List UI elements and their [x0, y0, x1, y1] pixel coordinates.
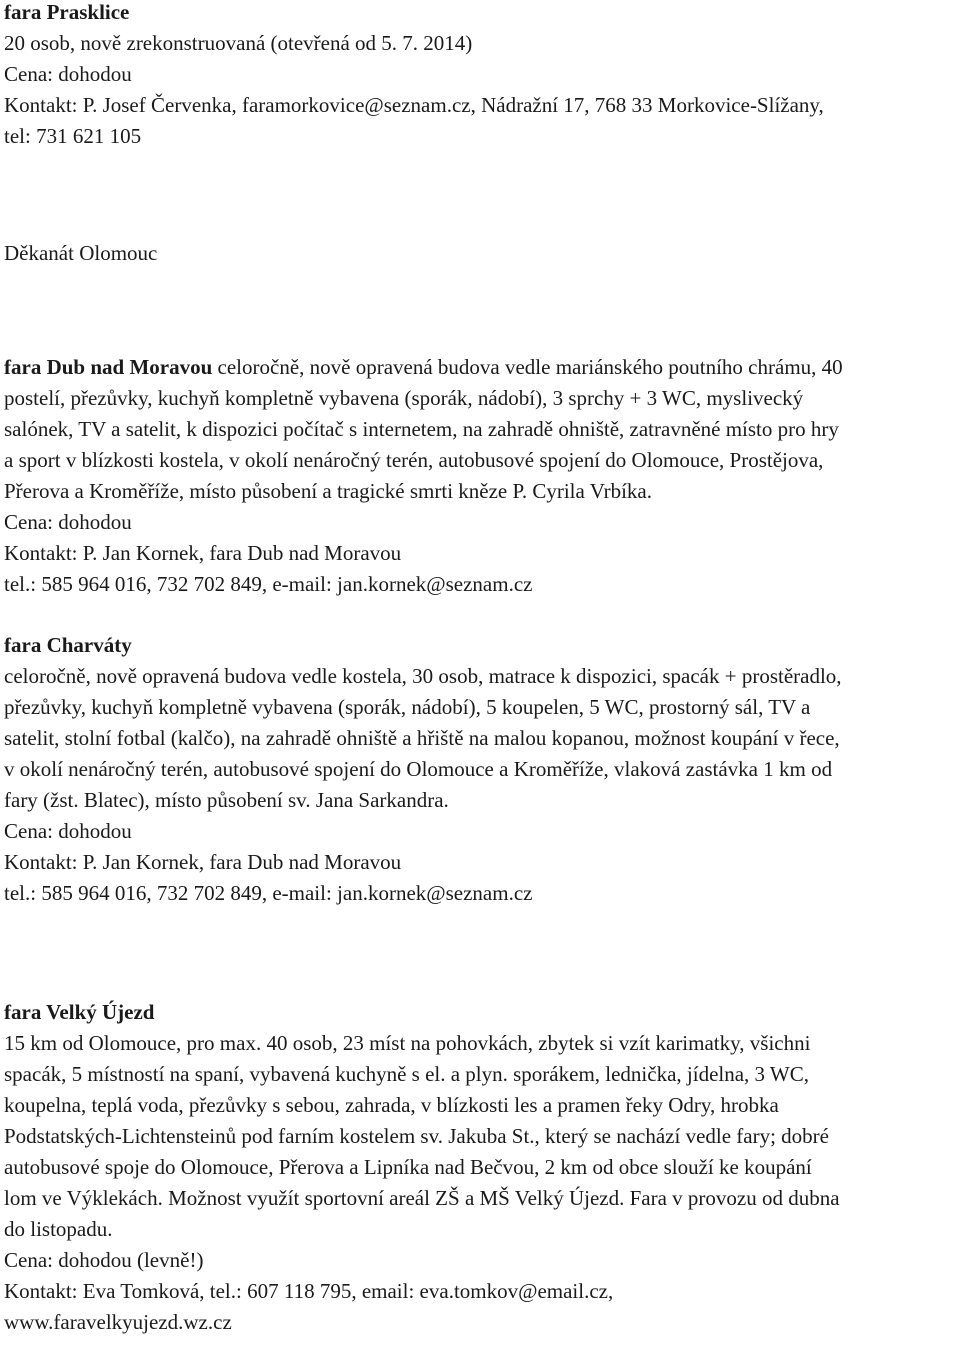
- entry-description: v okolí nenáročný terén, autobusové spojení do Olomouce a Kroměříže, vlaková zastávka 1 km od: [4, 757, 833, 781]
- entry-price: Cena: dohodou: [4, 819, 132, 843]
- entry-description: a sport v blízkosti kostela, v okolí nenáročný terén, autobusové spojení do Olomouce, Prostějova,: [4, 448, 824, 472]
- entry-contact: Kontakt: Eva Tomková, tel.: 607 118 795, email: eva.tomkov@email.cz,: [4, 1279, 614, 1303]
- entry-price: Cena: dohodou: [4, 510, 132, 534]
- entry-contact: Kontakt: P. Jan Kornek, fara Dub nad Moravou: [4, 541, 402, 565]
- entry-description: lom ve Výklekách. Možnost využít sportovní areál ZŠ a MŠ Velký Újezd. Fara v provozu od dubna: [4, 1186, 840, 1210]
- spacer: [4, 269, 958, 352]
- spacer: [4, 909, 958, 997]
- entry-prasklice: [4, 0, 958, 152]
- entry-title: fara Velký Újezd: [4, 1000, 155, 1024]
- spacer: [4, 600, 958, 630]
- entry-tel: tel: 731 621 105: [4, 124, 142, 148]
- entry-description: Přerova a Kroměříže, místo působení a tragické smrti kněze P. Cyrila Vrbíka.: [4, 479, 653, 503]
- entry-tel: tel.: 585 964 016, 732 702 849, e-mail: jan.kornek@seznam.cz: [4, 881, 533, 905]
- entry-description: satelit, stolní fotbal (kalčo), na zahradě ohniště a hřiště na malou kopanou, možnost koupání v řece,: [4, 726, 840, 750]
- entry-description: spacák, 5 místností na spaní, vybavená kuchyně s el. a plyn. sporákem, lednička, jídelna, 3 WC,: [4, 1062, 810, 1086]
- entry-title: fara Prasklice: [4, 0, 130, 24]
- entry-description: fary (žst. Blatec), místo působení sv. Jana Sarkandra.: [4, 788, 449, 812]
- entry-description: přezůvky, kuchyň kompletně vybavena (sporák, nádobí), 5 koupelen, 5 WC, prostorný sál, TV a: [4, 695, 811, 719]
- entry-dub: [4, 352, 958, 600]
- entry-description: koupelna, teplá voda, přezůvky s sebou, zahrada, v blízkosti les a pramen řeky Odry, hrobka: [4, 1093, 779, 1117]
- entry-velky-ujezd: [4, 997, 958, 1338]
- entry-description: celoročně, nově opravená budova vedle mariánského poutního chrámu, 40: [212, 355, 843, 379]
- entry-website: www.faravelkyujezd.wz.cz: [4, 1310, 232, 1334]
- entry-description: 20 osob, nově zrekonstruovaná (otevřená od 5. 7. 2014): [4, 31, 473, 55]
- entry-charvaty: [4, 630, 958, 909]
- entry-title: fara Dub nad Moravou: [4, 355, 213, 379]
- entry-tel: tel.: 585 964 016, 732 702 849, e-mail: jan.kornek@seznam.cz: [4, 572, 533, 596]
- spacer: [4, 152, 958, 238]
- entry-description: celoročně, nově opravená budova vedle kostela, 30 osob, matrace k dispozici, spacák + prostěradlo,: [4, 664, 842, 688]
- entry-description: Podstatských-Lichtensteinů pod farním kostelem sv. Jakuba St., který se nachází vedle fary; dobré: [4, 1124, 829, 1148]
- entry-first-line: [4, 352, 958, 383]
- entry-description: 15 km od Olomouce, pro max. 40 osob, 23 míst na pohovkách, zbytek si vzít karimatky, všichni: [4, 1031, 811, 1055]
- entry-description: autobusové spoje do Olomouce, Přerova a Lipníka nad Bečvou, 2 km od obce slouží ke koupání: [4, 1155, 812, 1179]
- deanery-heading: Děkanát Olomouc: [4, 241, 158, 265]
- entry-price: Cena: dohodou: [4, 62, 132, 86]
- entry-description: postelí, přezůvky, kuchyň kompletně vybavena (sporák, nádobí), 3 sprchy + 3 WC, myslivecký: [4, 386, 804, 410]
- entry-price: Cena: dohodou (levně!): [4, 1248, 204, 1272]
- entry-contact: Kontakt: P. Jan Kornek, fara Dub nad Moravou: [4, 850, 402, 874]
- entry-description: salónek, TV a satelit, k dispozici počítač s internetem, na zahradě ohniště, zatravněné místo pro hry: [4, 417, 839, 441]
- entry-contact: Kontakt: P. Josef Červenka, faramorkovice@seznam.cz, Nádražní 17, 768 33 Morkovice-Slížany,: [4, 93, 824, 117]
- document-page: [4, 0, 958, 1338]
- entry-title: fara Charváty: [4, 633, 132, 657]
- entry-description: do listopadu.: [4, 1217, 113, 1241]
